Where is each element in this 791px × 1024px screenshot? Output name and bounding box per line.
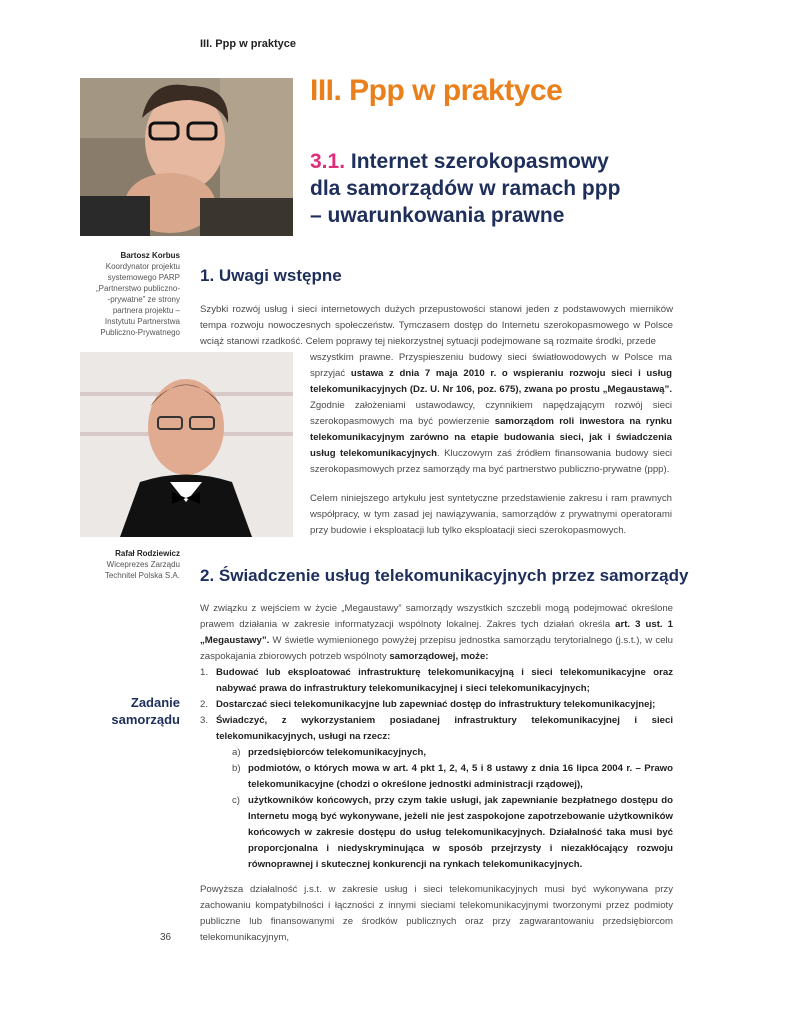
list-item-text: użytkowników końcowych, przy czym takie usługi, jak zapewnianie bezpłatnego dostępu do Internetu mogą być wykonywane, jeżeli nie jest zaspokojone zapotrzebowanie użytkowników końcowych w zakresie dostępu do usług telekomunikacyjnych. Działalność taka musi być proporcjonalna i niedyskryminująca w sposób przejrzysty i niezakłócający rozwoju równoprawnej i skutecznej konkurencji na rynkach telekomunikacyjnych. — [248, 795, 673, 870]
sublist-item — [232, 793, 673, 873]
author-photo-korbus — [80, 78, 293, 236]
list-marker: 3. — [200, 715, 209, 726]
list-marker: 2. — [200, 699, 209, 710]
author2-role-line: Technitel Polska S.A. — [104, 571, 180, 580]
side-heading-line: Zadanie — [130, 695, 180, 710]
section-title-line-2: dla samorządów w ramach ppp — [310, 177, 621, 200]
sublist-item — [232, 745, 673, 761]
side-heading-line: samorządu — [111, 712, 180, 727]
sublist-item — [232, 761, 673, 793]
paragraph-megaustawa — [200, 601, 673, 665]
author1-name: Bartosz Korbus — [120, 251, 180, 260]
section-number: 3.1. — [310, 150, 346, 173]
list-item-text: Dostarczać sieci telekomunikacyjne lub zapewniać dostęp do infrastruktury telekomunikacyjnej; — [216, 699, 656, 710]
paragraph-emphasis: ustawa z dnia 7 maja 2010 r. o wspieraniu rozwoju sieci i usług telekomunikacyjnych (Dz. U. Nr 106, poz. 675), zwana po prostu „Megaustawą”. — [310, 368, 672, 395]
author1-role-line: Instytutu Partnerstwa — [104, 317, 180, 326]
author2-name: Rafał Rodziewicz — [115, 549, 180, 558]
list-item-text: przedsiębiorców telekomunikacyjnych, — [248, 747, 427, 758]
list-item — [200, 665, 673, 697]
paragraph-text: wszystkim prawne. Przyspieszeniu budowy sieci światłowodowych w Polsce ma sprzyjać — [310, 352, 672, 379]
task-list-items — [200, 665, 673, 873]
side-heading — [100, 694, 180, 728]
author2-caption — [80, 548, 180, 581]
heading-intro: 1. Uwagi wstępne — [200, 266, 342, 285]
author1-role-line: „Partnerstwo publiczno- — [95, 284, 180, 293]
author-photo-rodziewicz — [80, 352, 293, 537]
paragraph-emphasis: samorządowej, może: — [389, 651, 489, 662]
task-sublist — [216, 745, 673, 873]
list-item-text: Świadczyć, z wykorzystaniem posiadanej infrastruktury telekomunikacyjnej i sieci telekomunikacyjnych, usługi na rzecz: — [216, 715, 673, 742]
page-number: 36 — [160, 932, 172, 943]
list-marker: a) — [232, 747, 241, 758]
paragraph-compatibility: Powyższa działalność j.s.t. w zakresie usług i sieci telekomunikacyjnych musi być wykonywana przy zachowaniu kompatybilności i łączności z innymi sieciami telekomunikacyjnymi tworzonymi przez podmioty publiczne lub finansowanymi ze środków publicznych oraz przy zagwarantowaniu przedsiębiorcom telekomunikacyjnym, — [200, 884, 673, 943]
paragraph-emphasis: samorządom roli inwestora na rynku telekomunikacyjnym zarówno na etapie budowania sieci, jak i świadczenia usług telekomunikacyjnych — [310, 416, 672, 459]
task-list — [200, 665, 673, 873]
author2-role-line: Wiceprezes Zarządu — [106, 560, 180, 569]
paragraph-purpose: Celem niniejszego artykułu jest syntetyczne przedstawienie zakresu i ram prawnych współpracy, w tym zasad jej nawiązywania, samorządów z prywatnymi operatorami przy budowie i eksploatacji lub tylko eksploatacji sieci szerokopasmowych. — [310, 493, 672, 536]
section-title-line-3: – uwarunkowania prawne — [310, 204, 565, 227]
paragraph-emphasis: art. 3 ust. 1 „Megaustawy”. — [200, 619, 673, 646]
author1-role-line: Publiczno-Prywatnego — [100, 328, 180, 337]
list-item-text: podmiotów, o których mowa w art. 4 pkt 1, 2, 4, 5 i 8 ustawy z dnia 16 lipca 2004 r. – Prawo telekomunikacyjne (chodzi o określone jednostki administracji rządowej), — [248, 763, 673, 790]
paragraph-text: . Kluczowym zaś źródłem finansowania budowy sieci szerokopasmowych przez samorządy ma być partnerstwo publiczno-prywatne (ppp). — [310, 448, 673, 475]
list-marker: 1. — [200, 667, 209, 678]
list-marker: c) — [232, 795, 240, 806]
author1-role-line: Koordynator projektu — [105, 262, 180, 271]
author1-role — [80, 261, 180, 338]
list-item — [200, 697, 673, 713]
list-marker: b) — [232, 763, 241, 774]
section-title — [310, 148, 640, 229]
running-head: III. Ppp w praktyce — [200, 38, 296, 50]
paragraph-intro-continued — [310, 350, 672, 478]
author1-role-line: systemowego PARP — [107, 273, 180, 282]
paragraph-text: W związku z wejściem w życie „Megaustawy” samorządy wszystkich szczebli mogą podejmować określone prawem działania w zakresie informatyzacji wspólnoty lokalnej. Zakres tych działań określa — [200, 603, 673, 630]
author1-role-line: partnera projektu – — [112, 306, 180, 315]
author1-role-line: -prywatne” ze strony — [107, 295, 180, 304]
chapter-title: III. Ppp w praktyce — [310, 74, 563, 107]
list-item-text: Budować lub eksploatować infrastrukturę telekomunikacyjną i sieci telekomunikacyjne oraz nabywać prawa do infrastruktury telekomunikacyjnej i sieci telekomunikacyjnych; — [216, 667, 673, 694]
paragraph-intro-top: Szybki rozwój usług i sieci internetowych dużych przepustowości stanowi jeden z podstawowych mierników tempa rozwoju nowoczesnych społeczeństw. Tymczasem dostęp do Internetu szerokopasmowego w Polsce wciąż stanowi rzadkość. Celem poprawy tej niekorzystnej sytuacji podejmowane są rozmaite środki, przede — [200, 304, 673, 347]
section-title-line-1: Internet szerokopasmowy — [350, 150, 609, 173]
paragraph-text: W świetle wymienionego powyżej przepisu jednostka samorządu terytorialnego (j.s.t.), w celu zaspokajania zbiorowych potrzeb wspólnoty — [200, 635, 673, 662]
author1-caption — [80, 250, 180, 338]
heading-services: 2. Świadczenie usług telekomunikacyjnych przez samorządy — [200, 566, 689, 585]
paragraph-text: Zgodnie założeniami ustawodawcy, czynnikiem napędzającym rozwój sieci szerokopasmowych ma być powierzenie — [310, 400, 672, 427]
list-item — [200, 713, 673, 873]
